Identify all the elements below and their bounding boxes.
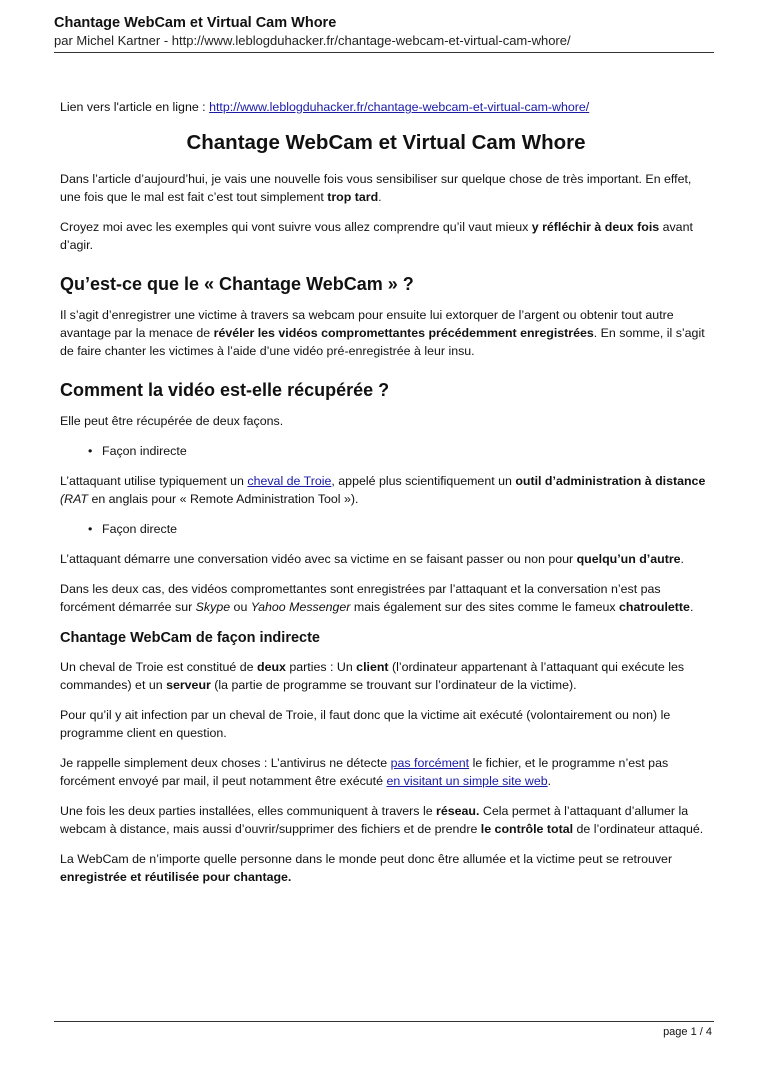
paragraph-both-cases: Dans les deux cas, des vidéos compromettantes sont enregistrées par l’attaquant et la conversation n’est pas forcément démarrée sur Skype ou Yahoo Messenger mais également sur des sites comme le fameux chatroulette. (60, 582, 694, 614)
cheval-de-troie-link[interactable]: cheval de Troie (247, 474, 332, 488)
heading-chantage-webcam: Qu’est-ce que le « Chantage WebCam » ? (60, 274, 414, 294)
header-divider (54, 52, 714, 53)
bullet-icon: • (88, 444, 93, 458)
paragraph-direct: L’attaquant démarre une conversation vidéo avec sa victime en se faisant passer ou non pour quelqu’un d’autre. (60, 552, 684, 566)
document-title: Chantage WebCam et Virtual Cam Whore (54, 15, 337, 31)
site-web-link[interactable]: en visitant un simple site web (386, 774, 548, 788)
list-item: • Façon directe (88, 522, 178, 536)
paragraph-definition: Il s’agit d’enregistrer une victime à travers sa webcam pour ensuite lui extorquer de l’argent ou obtenir tout autre avantage par la menace de révéler les vidéos compromettantes précédemment enregistrées. En somme, il s’agit de faire chanter les victimes à l’aide d’une vidéo pré-enregistrée à leur insu. (60, 308, 705, 358)
document-byline: par Michel Kartner - http://www.leblogduhacker.fr/chantage-webcam-et-virtual-cam-whore/ (54, 33, 571, 48)
article-title: Chantage WebCam et Virtual Cam Whore (186, 131, 586, 154)
article-url-link[interactable]: http://www.leblogduhacker.fr/chantage-webcam-et-virtual-cam-whore/ (209, 100, 590, 114)
paragraph-two-ways: Elle peut être récupérée de deux façons. (60, 414, 284, 428)
paragraph-croyez: Croyez moi avec les exemples qui vont suivre vous allez comprendre qu’il vaut mieux y réfléchir à deux fois avant d’agir. (60, 220, 693, 252)
page-header (54, 14, 714, 49)
paragraph-infection: Pour qu’il y ait infection par un cheval de Troie, il faut donc que la victime ait exécuté (volontairement ou non) le programme client en question. (60, 708, 671, 740)
paragraph-trojan-parts: Un cheval de Troie est constitué de deux parties : Un client (l’ordinateur appartenant à l’attaquant qui exécute les commandes) et un serveur (la partie de programme se trouvant sur l’ordinateur de la victime). (60, 660, 685, 692)
list-item: • Façon indirecte (88, 444, 187, 458)
online-link-line: Lien vers l'article en ligne : http://www.leblogduhacker.fr/chantage-webcam-et-virtual-cam-whore/ (60, 100, 590, 114)
footer-divider (54, 1021, 714, 1022)
paragraph-network: Une fois les deux parties installées, elles communiquent à travers le réseau. Cela permet à l’attaquant d’allumer la webcam à distance, mais aussi d’ouvrir/supprimer des fichiers et de prendre le contrôle total de l’ordinateur attaqué. (60, 804, 704, 836)
paragraph-intro: Dans l’article d’aujourd’hui, je vais une nouvelle fois vous sensibiliser sur quelque chose de très important. En effet, une fois que le mal est fait c’est tout simplement trop tard. (60, 172, 692, 204)
heading-recuperation: Comment la vidéo est-elle récupérée ? (60, 380, 390, 400)
paragraph-webcam: La WebCam de n’importe quelle personne dans le monde peut donc être allumée et la victime peut se retrouver enregistrée et réutilisée pour chantage. (60, 852, 673, 884)
heading-indirect: Chantage WebCam de façon indirecte (60, 630, 320, 646)
paragraph-antivirus: Je rappelle simplement deux choses : L’antivirus ne détecte pas forcément le fichier, et le programme n’est pas forcément envoyé par mail, il peut notamment être exécuté en visitant un simple site web. (60, 756, 669, 788)
bullet-icon: • (88, 522, 93, 536)
page-number: page 1 / 4 (663, 1026, 712, 1038)
paragraph-indirect: L’attaquant utilise typiquement un cheval de Troie, appelé plus scientifiquement un outil d’administration à distance (RAT en anglais pour « Remote Administration Tool »). (60, 474, 706, 506)
pas-forcement-link[interactable]: pas forcément (390, 756, 470, 770)
article-body (60, 98, 712, 898)
